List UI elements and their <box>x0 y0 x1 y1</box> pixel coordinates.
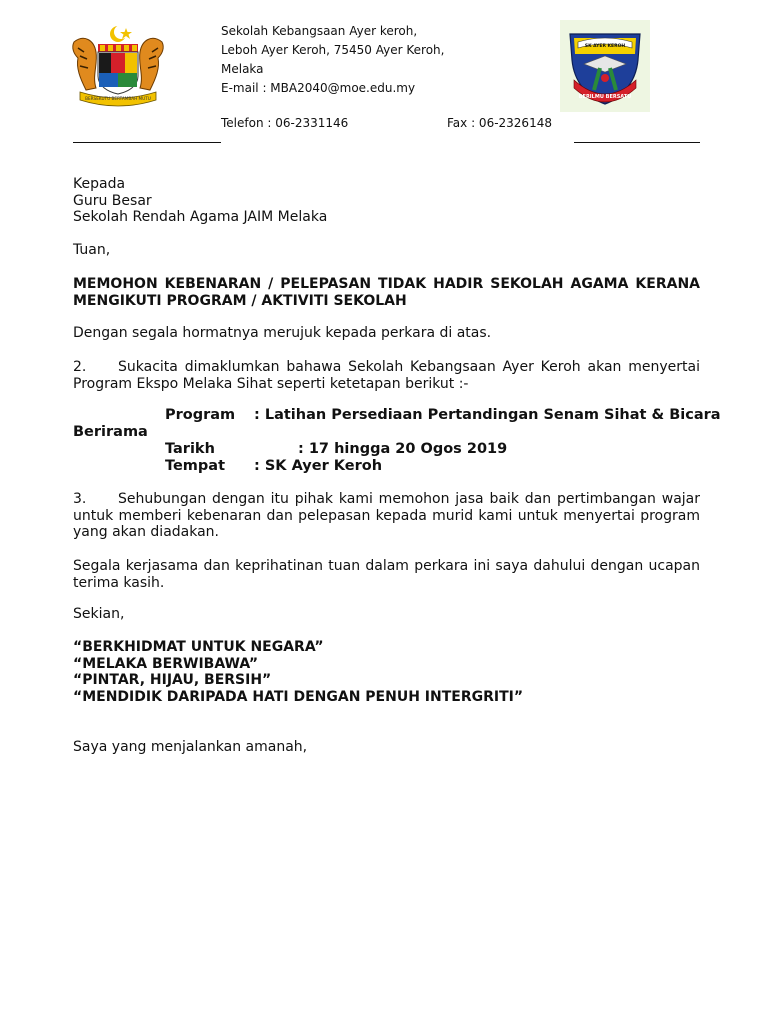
school-crest-logo <box>560 20 650 112</box>
school-fax: Fax : 06-2326148 <box>447 116 552 130</box>
coat-of-arms-logo <box>66 24 170 108</box>
motto-1: “BERKHIDMAT UNTUK NEGARA” <box>73 639 324 655</box>
crest-banner-top: SK AYER KEROH <box>584 44 626 49</box>
tempat-label: Tempat <box>165 458 226 474</box>
closing-paragraph: Segala kerjasama dan keprihatinan tuan dalam perkara ini saya dahului dengan ucapan terima kasih. <box>73 558 700 591</box>
motto-3: “PINTAR, HIJAU, BERSIH” <box>73 672 272 688</box>
paragraph-3-text: Sehubungan dengan itu pihak kami memohon jasa baik dan pertimbangan wajar untuk memberi kebenaran dan pelepasan kepada murid kami untuk menyertai program yang akan diadakan. <box>73 491 700 540</box>
program-value-continued: Berirama <box>73 424 148 440</box>
recipient-line-2: Guru Besar <box>73 193 152 209</box>
school-address: Leboh Ayer Keroh, 75450 Ayer Keroh, <box>221 43 445 57</box>
paragraph-2 <box>73 359 700 392</box>
school-crest-icon <box>560 20 650 112</box>
subject-heading: MEMOHON KEBENARAN / PELEPASAN TIDAK HADIR SEKOLAH AGAMA KERANA MENGIKUTI PROGRAM / AKTIVITI SEKOLAH <box>73 276 700 309</box>
motto-4: “MENDIDIK DARIPADA HATI DENGAN PENUH INTERGRITI” <box>73 689 524 705</box>
program-label: Program <box>165 407 236 423</box>
tempat-value: : SK Ayer Keroh <box>254 458 383 474</box>
paragraph-3 <box>73 491 700 541</box>
emblem-banner-text: BERSEKUTU BERTAMBAH MUTU <box>85 96 151 101</box>
header-rule-right <box>574 142 700 143</box>
sekian: Sekian, <box>73 606 125 622</box>
recipient-line-1: Kepada <box>73 176 126 192</box>
signoff: Saya yang menjalankan amanah, <box>73 739 308 755</box>
salutation: Tuan, <box>73 242 111 258</box>
intro-paragraph: Dengan segala hormatnya merujuk kepada perkara di atas. <box>73 325 492 341</box>
paragraph-2-number: 2. <box>73 359 87 375</box>
header-rule-left <box>73 142 221 143</box>
school-telefon: Telefon : 06-2331146 <box>221 116 349 130</box>
school-name: Sekolah Kebangsaan Ayer keroh, <box>221 24 418 38</box>
paragraph-2-text: Sukacita dimaklumkan bahawa Sekolah Kebangsaan Ayer Keroh akan menyertai Program Ekspo Melaka Sihat seperti ketetapan berikut :- <box>73 359 700 392</box>
motto-2: “MELAKA BERWIBAWA” <box>73 656 259 672</box>
tarikh-value: : 17 hingga 20 Ogos 2019 <box>298 441 508 457</box>
program-value: : Latihan Persediaan Pertandingan Senam Sihat & Bicara <box>254 407 721 423</box>
crest-banner-bottom: BERILMU BERSATU <box>578 94 632 100</box>
recipient-line-3: Sekolah Rendah Agama JAIM Melaka <box>73 209 328 225</box>
tarikh-label: Tarikh <box>165 441 215 457</box>
school-state: Melaka <box>221 62 264 76</box>
coat-of-arms-icon <box>66 24 170 108</box>
school-email: E-mail : MBA2040@moe.edu.my <box>221 81 416 95</box>
paragraph-3-number: 3. <box>73 491 87 507</box>
